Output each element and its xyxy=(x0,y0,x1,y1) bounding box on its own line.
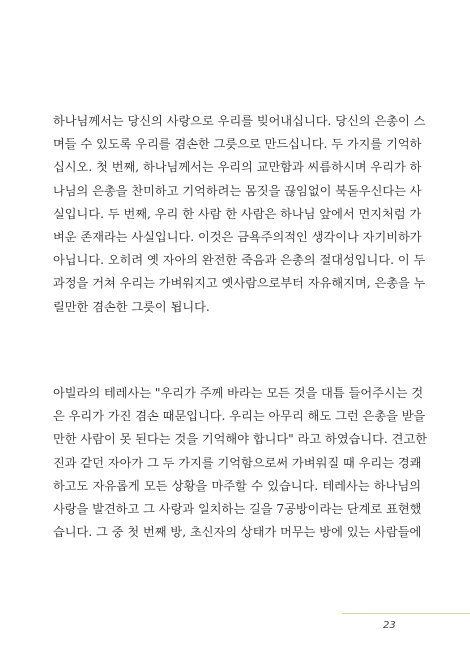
text-line: 습니다. 그 중 첫 번째 방, 초신자의 상태가 머무는 방에 있는 사람들에 xyxy=(53,525,422,540)
text-line: 나님의 은총을 찬미하고 기억하려는 몸짓을 끊임없이 북돋우신다는 사 xyxy=(53,183,422,198)
text-line: 아빌라의 테레사는 "우리가 주께 바라는 모든 것을 대틈 들어주시는 것 xyxy=(53,386,424,400)
text-line: 릴만한 겸손한 그릇이 됩니다. xyxy=(53,299,210,314)
text-line: 벼운 존재라는 사실입니다. 이것은 금욕주의적인 생각이나 자기비하가 xyxy=(53,230,422,245)
text-line: 진과 같던 자아가 그 두 가지를 기억함으로써 가벼워질 때 우리는 경쾌 xyxy=(53,455,422,470)
page-number: 23 xyxy=(383,620,396,631)
text-line: 아닙니다. 오히려 옛 자아의 완전한 죽음과 은총의 절대성입니다. 이 두 xyxy=(53,253,426,268)
text-line: 은 우리가 가진 겸손 때문입니다. 우리는 아무리 해도 그런 은총을 받을 xyxy=(53,409,426,424)
text-line: 하나님께서는 당신의 사랑으로 우리를 빚어내십니다. 당신의 은총이 스 xyxy=(53,114,426,128)
text-line: 하고도 자유롭게 모든 상황을 마주할 수 있습니다. 테레사는 하나님의 xyxy=(53,478,421,493)
text-line: 십시오. 첫 번째, 하나님께서는 우리의 교만함과 씨름하시며 우리가 하 xyxy=(53,160,422,175)
footer-rule xyxy=(342,613,470,614)
text-line: 사랑을 발견하고 그 사랑과 일치하는 길을 7공방이라는 단계로 표현했 xyxy=(53,502,422,517)
body-paragraph xyxy=(53,382,427,544)
text-line: 만한 사람이 못 된다는 것을 기억해야 합니다" 라고 하였습니다. 견고한 xyxy=(53,432,427,447)
text-line: 과정을 거쳐 우리는 가벼워지고 옛사람으로부터 자유해지며, 은총을 누 xyxy=(53,276,426,291)
body-paragraph xyxy=(53,110,426,319)
text-line: 며들 수 있도록 우리를 겸손한 그릇으로 만드십니다. 두 가지를 기억하 xyxy=(53,137,422,152)
text-line: 실입니다. 두 번째, 우리 한 사람 한 사람은 하나님 앞에서 먼지처럼 가 xyxy=(53,206,422,221)
